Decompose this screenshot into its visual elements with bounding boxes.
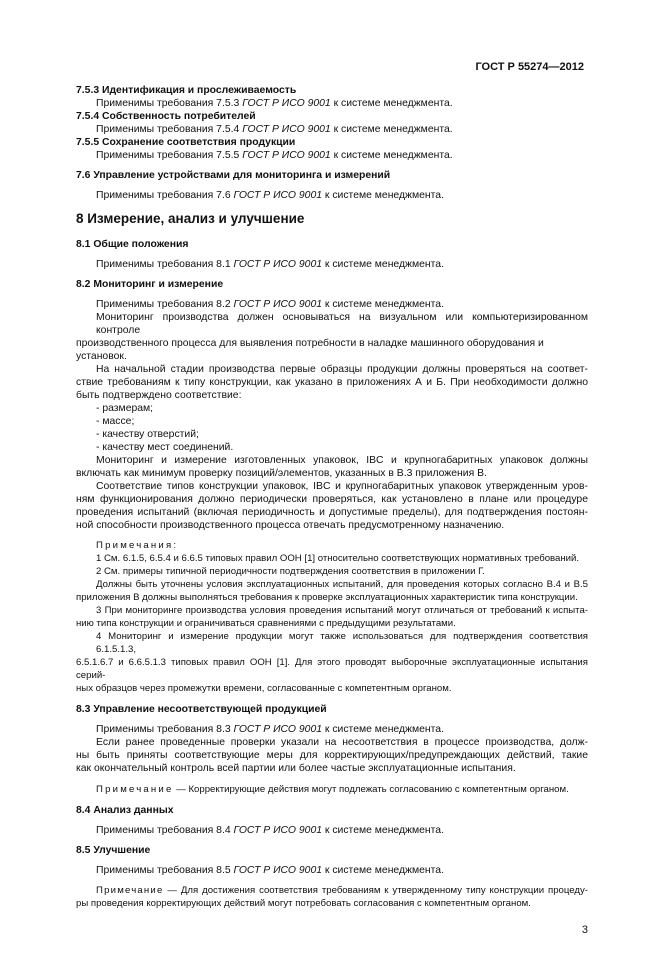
text-line	[76, 278, 588, 291]
standard-reference: ГОСТ Р ИСО 9001	[242, 124, 331, 135]
text-segment: 8.4 Анализ данных	[76, 805, 174, 816]
text-line	[76, 389, 588, 402]
text-line	[76, 467, 588, 480]
text-segment: 7.5.3 Идентификация и прослеживаемость	[76, 85, 297, 96]
text-line	[76, 169, 588, 182]
section-heading	[76, 211, 588, 227]
text-segment: 7.5.4 Собственность потребителей	[76, 111, 256, 122]
standard-reference: ГОСТ Р ИСО 9001	[233, 259, 323, 270]
text-segment: Применимы требования 8.1	[96, 259, 234, 270]
text-line	[76, 402, 588, 415]
section-heading	[76, 238, 588, 251]
paragraph	[76, 454, 588, 480]
text-line	[76, 428, 588, 441]
text-segment: приложения В должны выполняться требования к проверке эксплуатационных характеристик типа конструкции.	[76, 592, 578, 603]
text-line	[76, 211, 588, 227]
text-segment: 2 См. примеры типичной периодичности подтверждения соответствия в приложении Г.	[96, 566, 485, 577]
text-line	[76, 604, 588, 617]
text-line	[76, 258, 588, 271]
standard-reference: ГОСТ Р ИСО 9001	[233, 865, 323, 876]
text-line	[76, 149, 588, 162]
text-segment: Применимы требования 8.2	[96, 299, 234, 310]
text-segment: ням функционирования должно периодически проверяться, как установлено в плане или процедуре	[76, 494, 588, 505]
section-heading	[76, 110, 588, 123]
text-line	[76, 441, 588, 454]
text-segment: ных образцов через промежутки времени, согласованные с компетентным органом.	[76, 683, 452, 694]
text-line	[76, 682, 588, 695]
text-segment: 8.1 Общие положения	[76, 239, 189, 250]
note-paragraph	[76, 565, 588, 578]
text-segment: Применимы требования 7.5.5	[96, 150, 243, 161]
text-segment: к системе менеджмента.	[322, 724, 444, 735]
text-segment: 6.5.1.6.7 и 6.6.5.1.3 типовых правил ООН [1]. Для этого проводят выборочные эксплуатационные испытания серий-	[76, 657, 588, 681]
text-segment: Примечания	[96, 540, 174, 551]
paragraph	[76, 363, 588, 402]
text-segment: включать как минимум проверку позиций/элементов, указанных в В.3 приложения В.	[76, 468, 487, 479]
text-segment: к системе менеджмента.	[322, 299, 444, 310]
text-segment: Применимы требования 8.4	[96, 825, 234, 836]
text-segment: На начальной стадии производства первые образцы продукции должны проверяться на соответ-	[96, 364, 588, 375]
text-line	[76, 844, 588, 857]
text-segment: — Корректирующие действия могут подлежать согласованию с компетентным органом.	[173, 784, 569, 795]
text-segment: 7.5.5 Сохранение соответствия продукции	[76, 137, 296, 148]
text-line	[76, 617, 588, 630]
text-line	[76, 493, 588, 506]
note-paragraph	[76, 783, 588, 796]
text-segment: к системе менеджмента.	[330, 150, 453, 161]
text-segment: - размерам;	[96, 403, 154, 414]
text-line	[76, 804, 588, 817]
text-segment: Примечание	[96, 784, 174, 795]
text-line	[76, 84, 588, 97]
section-heading	[76, 136, 588, 149]
text-segment: Применимы требования 7.5.3	[96, 98, 243, 109]
text-segment: Применимы требования 8.3	[96, 724, 234, 735]
section-heading	[76, 844, 588, 857]
text-line	[76, 565, 588, 578]
note-paragraph	[76, 884, 588, 910]
list-item	[76, 415, 588, 428]
text-line	[76, 123, 588, 136]
text-segment: Мониторинг производства должен основываться на визуальном или компьютеризированном контроле	[96, 312, 588, 336]
text-segment: 1 См. 6.1.5, 6.5.4 и 6.6.5 типовых правил ООН [1] относительно соответствующих нормативных требований.	[96, 553, 580, 564]
text-segment: 3 При мониторинге производства условия проведения испытаний могут отличаться от требований к испыта-	[96, 605, 588, 616]
text-segment: к системе менеджмента.	[330, 98, 453, 109]
text-segment: — Для достижения соответствия требованиям к утвержденному типу конструкции процеду-	[163, 885, 588, 896]
text-segment: к системе менеджмента.	[322, 865, 444, 876]
text-line	[76, 238, 588, 251]
text-segment: производственного процесса для выявления потребности в наладке машинного оборудования и установок.	[76, 338, 544, 362]
section-heading	[76, 278, 588, 291]
standard-reference: ГОСТ Р ИСО 9001	[242, 98, 331, 109]
text-segment: :	[173, 540, 177, 551]
paragraph	[76, 123, 588, 136]
text-line	[76, 298, 588, 311]
note-paragraph	[76, 578, 588, 604]
section-heading	[76, 84, 588, 97]
text-segment: к системе менеджмента.	[322, 259, 444, 270]
text-line	[76, 415, 588, 428]
text-line	[76, 110, 588, 123]
paragraph	[76, 311, 588, 363]
page-number: 3	[581, 924, 588, 936]
note-paragraph	[76, 539, 588, 552]
text-segment: к системе менеджмента.	[322, 825, 444, 836]
text-segment: - массе;	[96, 416, 135, 427]
note-paragraph	[76, 630, 588, 695]
list-item	[76, 441, 588, 454]
note-paragraph	[76, 604, 588, 630]
standard-reference: ГОСТ Р ИСО 9001	[242, 150, 331, 161]
text-segment: Мониторинг и измерение изготовленных упаковок, IBC и крупногабаритных упаковок должны	[96, 455, 588, 466]
text-segment: 4 Мониторинг и измерение продукции могут также использоваться для подтверждения соответствия 6.1.5.1.3,	[96, 631, 588, 655]
text-segment: ствие требованиям к типу конструкции, как указано в приложениях А и Б. При необходимости должно	[76, 377, 588, 388]
paragraph	[76, 723, 588, 736]
text-line	[76, 736, 588, 749]
text-line	[76, 762, 588, 775]
text-segment: нию типа конструкции и ограничиваться сравнениями с предыдущими результатами.	[76, 618, 456, 629]
text-segment: Должны быть уточнены условия эксплуатационных испытаний, для проведения которых согласно В.4 и В.5	[96, 579, 588, 590]
paragraph	[76, 864, 588, 877]
document-blocks	[76, 84, 588, 910]
text-segment: 8.3 Управление несоответствующей продукцией	[76, 704, 327, 715]
text-line	[76, 337, 588, 363]
text-segment: Применимы требования 7.5.4	[96, 124, 243, 135]
text-segment: - качеству мест соединений.	[96, 442, 234, 453]
list-item	[76, 428, 588, 441]
note-paragraph	[76, 552, 588, 565]
standard-reference: ГОСТ Р ИСО 9001	[233, 825, 323, 836]
text-line	[76, 591, 588, 604]
text-segment: 8.5 Улучшение	[76, 845, 151, 856]
text-line	[76, 749, 588, 762]
document-body	[76, 0, 588, 937]
text-line	[76, 703, 588, 716]
paragraph	[76, 97, 588, 110]
paragraph	[76, 298, 588, 311]
text-segment: ны быть приняты соответствующие меры для корректирующих/предупреждающих действий, такие	[76, 750, 588, 761]
document-header-id: ГОСТ Р 55274—2012	[475, 61, 584, 73]
text-line	[76, 97, 588, 110]
text-segment: Примечание	[96, 885, 164, 896]
text-segment: к системе менеджмента.	[322, 190, 444, 201]
text-line	[76, 376, 588, 389]
section-heading	[76, 703, 588, 716]
text-segment: проведения испытаний (включая периодичность и допустимые пределы), для подтверждения постоян-	[76, 507, 588, 518]
standard-reference: ГОСТ Р ИСО 9001	[233, 724, 323, 735]
text-line	[76, 723, 588, 736]
text-line	[76, 454, 588, 467]
text-segment: Если ранее проведенные проверки указали на несоответствия в процессе производства, долж-	[96, 737, 588, 748]
text-segment: к системе менеджмента.	[330, 124, 453, 135]
text-line	[76, 506, 588, 519]
text-segment: 8 Измерение, анализ и улучшение	[76, 211, 305, 226]
text-segment: ры проведения корректирующих действий могут потребовать согласования с компетентным органом.	[76, 898, 531, 909]
text-line	[76, 480, 588, 493]
text-line	[76, 189, 588, 202]
text-line	[76, 884, 588, 897]
text-line	[76, 519, 588, 532]
text-line	[76, 363, 588, 376]
paragraph	[76, 149, 588, 162]
text-line	[76, 539, 588, 552]
paragraph	[76, 189, 588, 202]
list-item	[76, 402, 588, 415]
text-segment: - качеству отверстий;	[96, 429, 199, 440]
text-segment: Применимы требования 7.6	[96, 190, 234, 201]
text-line	[76, 824, 588, 837]
paragraph	[76, 480, 588, 532]
standard-reference: ГОСТ Р ИСО 9001	[233, 190, 323, 201]
text-line	[76, 136, 588, 149]
text-segment: быть подтверждено соответствие:	[76, 390, 242, 401]
text-line	[76, 552, 588, 565]
text-line	[76, 656, 588, 682]
text-segment: 8.2 Мониторинг и измерение	[76, 279, 224, 290]
text-segment: ной способности производственного процесса отвечать предусмотренному назначению.	[76, 520, 505, 531]
paragraph	[76, 736, 588, 775]
text-line	[76, 630, 588, 656]
text-line	[76, 783, 588, 796]
text-segment: Применимы требования 8.5	[96, 865, 234, 876]
text-line	[76, 311, 588, 337]
paragraph	[76, 824, 588, 837]
text-segment: как окончательный контроль всей партии или более частые эксплуатационные испытания.	[76, 763, 516, 774]
section-heading	[76, 804, 588, 817]
text-line	[76, 864, 588, 877]
standard-reference: ГОСТ Р ИСО 9001	[233, 299, 323, 310]
paragraph	[76, 258, 588, 271]
section-heading	[76, 169, 588, 182]
text-segment: 7.6 Управление устройствами для мониторинга и измерений	[76, 170, 391, 181]
text-line	[76, 578, 588, 591]
text-line	[76, 897, 588, 910]
text-segment: Соответствие типов конструкции упаковок, IBC и крупногабаритных упаковок утвержденным уров-	[96, 481, 588, 492]
